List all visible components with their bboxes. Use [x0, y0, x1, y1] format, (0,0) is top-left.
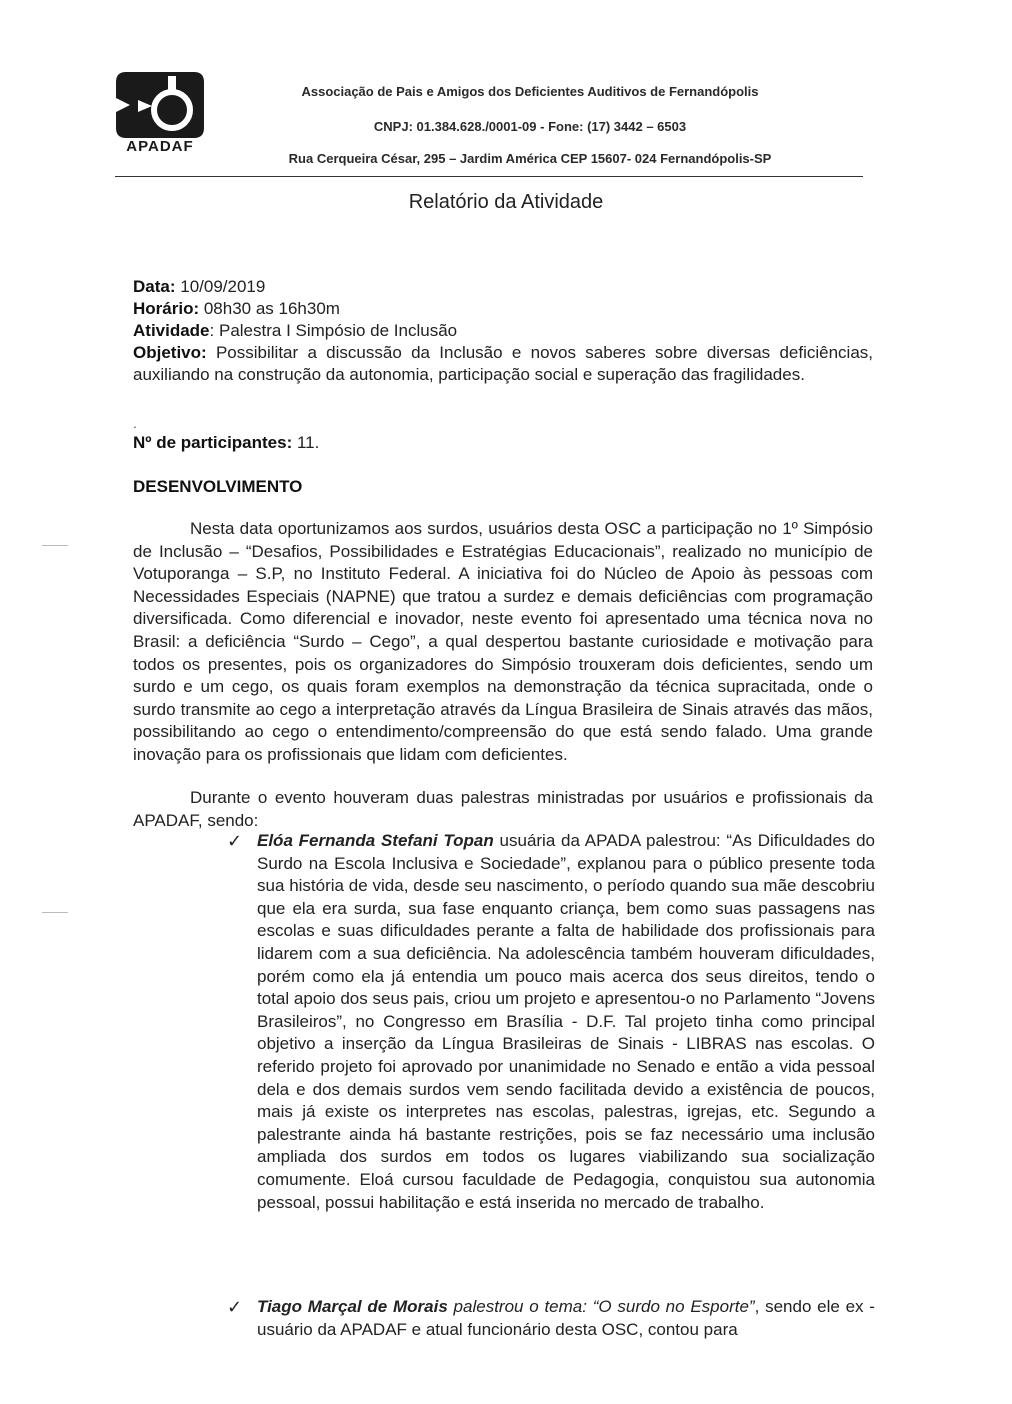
date-line: [133, 276, 873, 298]
cnpj-line: CNPJ: 01.384.628./0001-09 - Fone: (17) 3442 – 6503: [373, 119, 687, 134]
time-value: 08h30 as 16h30m: [199, 299, 340, 318]
objective-line: [133, 342, 873, 386]
bullet-text: usuária da APADA palestrou: “As Dificuldades do Surdo na Escola Inclusiva e Sociedade”, explanou para o público presente toda sua história de vida, desde seu nascimento, o período quando sua mãe descobriu que ela era surda, sua fase enquanto criança, bem como suas passagens nas escolas e suas dificuldades perante a falta de habilidade dos profissionais para lidarem com a sua deficiência. Na adolescência também houveram dificuldades, porém como ela já entendia um pouco mais acerca dos seus direitos, tendo o total apoio dos seus pais, criou um projeto e apresentou-o no Parlamento “Jovens Brasileiros”, no Congresso em Brasília - D.F. Tal projeto tinha como principal objetivo a inserção da Língua Brasileiras de Sinais - LIBRAS nas escolas. O referido projeto foi aprovado por unanimidade no Senado e então a vida pessoal dela e dos demais surdos vem sendo facilitada devido a existência de poucos, mais já existe os interpretes nas escolas, palestras, igrejas, etc. Segundo a palestrante ainda há bastante restrições, pois se faz necessário uma inclusão ampliada dos surdos em todos os lugares viabilizando sua socialização comumente. Eloá cursou faculdade de Pedagogia, conquistou sua autonomia pessoal, possui habilitação e está inserida no mercado de trabalho.: [257, 831, 875, 1212]
page-title: Relatório da Atividade: [408, 191, 604, 213]
punch-hole-mark: [42, 912, 68, 913]
stray-dot: .: [133, 415, 137, 431]
header-divider: [115, 176, 863, 177]
participants-value: 11.: [292, 433, 320, 452]
logo-text: APADAF: [126, 138, 194, 155]
speaker-name: Elóa Fernanda Stefani Topan: [257, 831, 494, 850]
checkmark-icon: ✓: [227, 1297, 243, 1317]
paragraph-text: Nesta data oportunizamos aos surdos, usuários desta OSC a participação no 1º Simpósio de Inclusão – “Desafios, Possibilidades e Estratégias Educacionais”, realizado no município de Votuporanga – S.P, no Instituto Federal. A iniciativa foi do Núcleo de Apoio às pessoas com Necessidades Especiais (NAPNE) que tratou a surdez e demais deficiências com programação diversificada. Como diferencial e inovador, neste evento foi apresentado uma técnica nova no Brasil: a deficiência “Surdo – Cego”, a qual despertou bastante curiosidade e motivação para todos os presentes, pois os organizadores do Simpósio trouxeram dois deficientes, sendo um surdo e um cego, os quais foram exemplos na demonstração da técnica supracitada, onde o surdo transmite ao cego a interpretação através da Língua Brasileira de Sinais através das mãos, possibilitando ao cego o entendimento/compreensão do que está sendo falado. Uma grande inovação para os profissionais que lidam com deficientes.: [133, 519, 873, 764]
apadaf-logo: [112, 72, 208, 158]
objective-value: Possibilitar a discussão da Inclusão e novos saberes sobre diversas deficiências, auxiliando na construção da autonomia, participação social e superação das fragilidades.: [133, 343, 873, 384]
bullet-item-tiago: [227, 1296, 875, 1342]
org-name: Associação de Pais e Amigos dos Deficientes Auditivos de Fernandópolis: [301, 84, 759, 99]
paragraph-1: [133, 518, 873, 767]
paragraph-2: [133, 787, 873, 832]
checkmark-icon: ✓: [227, 831, 243, 851]
activity-line: [133, 320, 873, 342]
participants-line: [133, 432, 873, 454]
punch-hole-mark: [42, 545, 68, 546]
bullet-text-italic: palestrou o tema: “O surdo no Esporte”: [447, 1297, 755, 1316]
activity-label: Atividade: [133, 321, 210, 340]
speaker-name: Tiago Marçal de Morais: [257, 1297, 448, 1316]
objective-label: Objetivo:: [133, 343, 207, 362]
apadaf-logo-icon: [116, 72, 204, 138]
address-line: Rua Cerqueira César, 295 – Jardim América CEP 15607- 024 Fernandópolis-SP: [288, 151, 772, 166]
bullet-text: , sendo ele ex - usuário da APADAF e atual funcionário desta OSC, contou para: [257, 1297, 875, 1339]
paragraph-text: Durante o evento houveram duas palestras ministradas por usuários e profissionais da APADAF, sendo:: [133, 788, 873, 830]
time-label: Horário:: [133, 299, 200, 318]
date-label: Data:: [133, 277, 176, 296]
participants-label: Nº de participantes:: [133, 433, 293, 452]
section-title: DESENVOLVIMENTO: [133, 477, 303, 496]
activity-value: : Palestra I Simpósio de Inclusão: [209, 321, 458, 340]
bullet-item-eloa: [227, 830, 875, 1214]
date-value: 10/09/2019: [175, 277, 266, 296]
time-line: [133, 298, 873, 320]
